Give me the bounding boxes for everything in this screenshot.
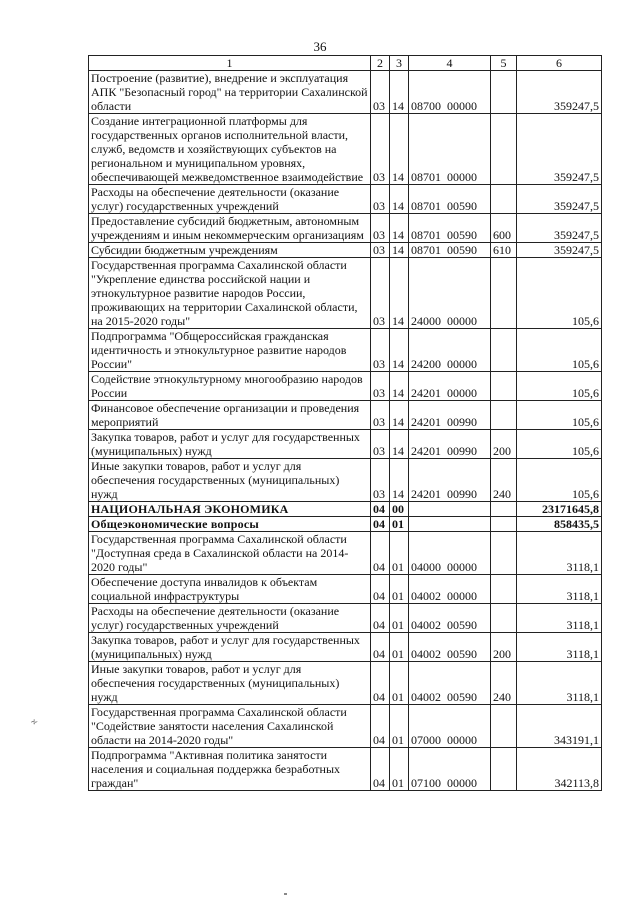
row-label: Государственная программа Сахалинской области "Укрепление единства российской нации и этнокультурное развитие народов России, проживающих на территории Сахалинской области, на 2015-2020 годы" xyxy=(89,258,371,329)
row-label: Закупка товаров, работ и услуг для государственных (муниципальных) нужд xyxy=(89,430,371,459)
row-code-3: 14 xyxy=(390,401,409,430)
table-row xyxy=(89,604,602,633)
row-code-2: 03 xyxy=(371,372,390,401)
row-code-2: 03 xyxy=(371,214,390,243)
row-label: Предоставление субсидий бюджетным, автономным учреждениям и иным некоммерческим организациям xyxy=(89,214,371,243)
row-amount: 359247,5 xyxy=(517,214,602,243)
row-code-2: 04 xyxy=(371,502,390,517)
row-amount: 3118,1 xyxy=(517,662,602,705)
row-label: Государственная программа Сахалинской области "Содействие занятости населения Сахалинской области на 2014-2020 годы" xyxy=(89,705,371,748)
row-code-2: 04 xyxy=(371,662,390,705)
table-row xyxy=(89,633,602,662)
row-code-2: 03 xyxy=(371,258,390,329)
row-code-2: 03 xyxy=(371,329,390,372)
row-code-3: 14 xyxy=(390,114,409,185)
row-code-4: 08701 00590 xyxy=(409,214,491,243)
row-code-5: 610 xyxy=(491,243,517,258)
row-code-5 xyxy=(491,532,517,575)
row-code-2: 03 xyxy=(371,430,390,459)
row-label: Содействие этнокультурному многообразию народов России xyxy=(89,372,371,401)
row-label: НАЦИОНАЛЬНАЯ ЭКОНОМИКА xyxy=(89,502,371,517)
header-col-1: 1 xyxy=(89,56,371,71)
row-label: Обеспечение доступа инвалидов к объектам социальной инфраструктуры xyxy=(89,575,371,604)
header-col-3: 3 xyxy=(390,56,409,71)
row-code-4: 24201 00990 xyxy=(409,459,491,502)
row-code-2: 03 xyxy=(371,185,390,214)
row-code-4: 08701 00000 xyxy=(409,114,491,185)
row-code-3: 01 xyxy=(390,575,409,604)
row-code-3: 01 xyxy=(390,532,409,575)
row-label: Расходы на обеспечение деятельности (оказание услуг) государственных учреждений xyxy=(89,185,371,214)
row-code-3: 14 xyxy=(390,185,409,214)
row-code-4: 04002 00590 xyxy=(409,633,491,662)
row-code-3: 14 xyxy=(390,258,409,329)
row-code-5 xyxy=(491,517,517,532)
row-code-5 xyxy=(491,329,517,372)
row-label: Закупка товаров, работ и услуг для государственных (муниципальных) нужд xyxy=(89,633,371,662)
row-code-4: 04002 00590 xyxy=(409,662,491,705)
row-code-3: 01 xyxy=(390,517,409,532)
header-col-6: 6 xyxy=(517,56,602,71)
row-code-2: 03 xyxy=(371,401,390,430)
row-label: Финансовое обеспечение организации и проведения мероприятий xyxy=(89,401,371,430)
row-code-5: 600 xyxy=(491,214,517,243)
row-code-2: 03 xyxy=(371,114,390,185)
row-code-2: 04 xyxy=(371,517,390,532)
row-code-3: 01 xyxy=(390,604,409,633)
row-code-3: 14 xyxy=(390,329,409,372)
table-row xyxy=(89,502,602,517)
row-amount: 105,6 xyxy=(517,258,602,329)
scan-speck xyxy=(284,893,287,895)
row-code-5 xyxy=(491,258,517,329)
table-row xyxy=(89,185,602,214)
row-code-3: 14 xyxy=(390,71,409,114)
row-label: Построение (развитие), внедрение и эксплуатация АПК "Безопасный город" на территории Сахалинской области xyxy=(89,71,371,114)
row-amount: 3118,1 xyxy=(517,604,602,633)
row-code-2: 04 xyxy=(371,532,390,575)
row-code-4: 24200 00000 xyxy=(409,329,491,372)
table-row xyxy=(89,258,602,329)
row-code-5: 240 xyxy=(491,459,517,502)
header-row xyxy=(89,56,602,71)
page-number: 36 xyxy=(313,39,327,54)
row-label: Общеэкономические вопросы xyxy=(89,517,371,532)
table-row xyxy=(89,748,602,791)
row-code-4 xyxy=(409,502,491,517)
table-row xyxy=(89,71,602,114)
row-code-2: 03 xyxy=(371,71,390,114)
row-code-5: 200 xyxy=(491,633,517,662)
row-code-3: 01 xyxy=(390,662,409,705)
row-code-3: 01 xyxy=(390,633,409,662)
row-label: Иные закупки товаров, работ и услуг для обеспечения государственных (муниципальных) нужд xyxy=(89,662,371,705)
table-row xyxy=(89,532,602,575)
table-row xyxy=(89,401,602,430)
budget-table xyxy=(88,55,602,791)
row-code-4: 07100 00000 xyxy=(409,748,491,791)
row-label: Иные закупки товаров, работ и услуг для обеспечения государственных (муниципальных) нужд xyxy=(89,459,371,502)
row-label: Подпрограмма "Активная политика занятости населения и социальная поддержка безработных граждан" xyxy=(89,748,371,791)
row-amount: 23171645,8 xyxy=(517,502,602,517)
row-code-2: 03 xyxy=(371,459,390,502)
row-label: Государственная программа Сахалинской области "Доступная среда в Сахалинской области на 2014-2020 годы" xyxy=(89,532,371,575)
table-row xyxy=(89,459,602,502)
row-code-5: 240 xyxy=(491,662,517,705)
row-amount: 858435,5 xyxy=(517,517,602,532)
row-amount: 3118,1 xyxy=(517,532,602,575)
row-code-5 xyxy=(491,401,517,430)
row-code-4: 24201 00990 xyxy=(409,401,491,430)
header-col-5: 5 xyxy=(491,56,517,71)
row-code-5: 200 xyxy=(491,430,517,459)
row-code-2: 04 xyxy=(371,575,390,604)
row-code-4: 24201 00990 xyxy=(409,430,491,459)
row-code-4: 08701 00590 xyxy=(409,185,491,214)
table-row xyxy=(89,214,602,243)
row-code-5 xyxy=(491,372,517,401)
row-amount: 105,6 xyxy=(517,372,602,401)
table-row xyxy=(89,575,602,604)
row-amount: 105,6 xyxy=(517,459,602,502)
row-code-4: 07000 00000 xyxy=(409,705,491,748)
row-code-4: 04000 00000 xyxy=(409,532,491,575)
row-amount: 105,6 xyxy=(517,401,602,430)
table-row xyxy=(89,517,602,532)
row-amount: 359247,5 xyxy=(517,185,602,214)
header-col-4: 4 xyxy=(409,56,491,71)
row-label: Создание интеграционной платформы для государственных органов исполнительной власти, служб, ведомств и хозяйствующих субъектов на региональном и муниципальном уровнях, обеспечивающей межведомственное взаимодействие xyxy=(89,114,371,185)
margin-mark: ∻ xyxy=(30,717,39,728)
row-code-4: 24000 00000 xyxy=(409,258,491,329)
row-amount: 3118,1 xyxy=(517,575,602,604)
row-code-4: 08700 00000 xyxy=(409,71,491,114)
row-label: Субсидии бюджетным учреждениям xyxy=(89,243,371,258)
row-label: Подпрограмма "Общероссийская гражданская идентичность и этнокультурное развитие народов России" xyxy=(89,329,371,372)
row-amount: 359247,5 xyxy=(517,243,602,258)
row-label: Расходы на обеспечение деятельности (оказание услуг) государственных учреждений xyxy=(89,604,371,633)
row-amount: 343191,1 xyxy=(517,705,602,748)
row-code-2: 03 xyxy=(371,243,390,258)
row-code-5 xyxy=(491,748,517,791)
row-code-5 xyxy=(491,604,517,633)
table-row xyxy=(89,243,602,258)
row-amount: 105,6 xyxy=(517,329,602,372)
row-code-2: 04 xyxy=(371,633,390,662)
row-code-5 xyxy=(491,502,517,517)
row-code-2: 04 xyxy=(371,748,390,791)
row-code-3: 01 xyxy=(390,705,409,748)
row-code-2: 04 xyxy=(371,705,390,748)
row-code-4 xyxy=(409,517,491,532)
row-code-3: 14 xyxy=(390,243,409,258)
row-code-5 xyxy=(491,114,517,185)
row-amount: 342113,8 xyxy=(517,748,602,791)
header-col-2: 2 xyxy=(371,56,390,71)
row-code-3: 14 xyxy=(390,430,409,459)
row-code-3: 14 xyxy=(390,214,409,243)
row-code-3: 00 xyxy=(390,502,409,517)
table-row xyxy=(89,329,602,372)
row-code-2: 04 xyxy=(371,604,390,633)
row-amount: 105,6 xyxy=(517,430,602,459)
row-code-5 xyxy=(491,705,517,748)
row-amount: 359247,5 xyxy=(517,114,602,185)
row-amount: 3118,1 xyxy=(517,633,602,662)
table-row xyxy=(89,372,602,401)
table-row xyxy=(89,662,602,705)
row-code-5 xyxy=(491,185,517,214)
row-code-4: 24201 00000 xyxy=(409,372,491,401)
row-code-4: 08701 00590 xyxy=(409,243,491,258)
row-code-5 xyxy=(491,71,517,114)
row-code-3: 01 xyxy=(390,748,409,791)
row-code-4: 04002 00590 xyxy=(409,604,491,633)
table-row xyxy=(89,114,602,185)
row-code-4: 04002 00000 xyxy=(409,575,491,604)
table-row xyxy=(89,430,602,459)
row-amount: 359247,5 xyxy=(517,71,602,114)
row-code-3: 14 xyxy=(390,372,409,401)
row-code-5 xyxy=(491,575,517,604)
row-code-3: 14 xyxy=(390,459,409,502)
table-row xyxy=(89,705,602,748)
